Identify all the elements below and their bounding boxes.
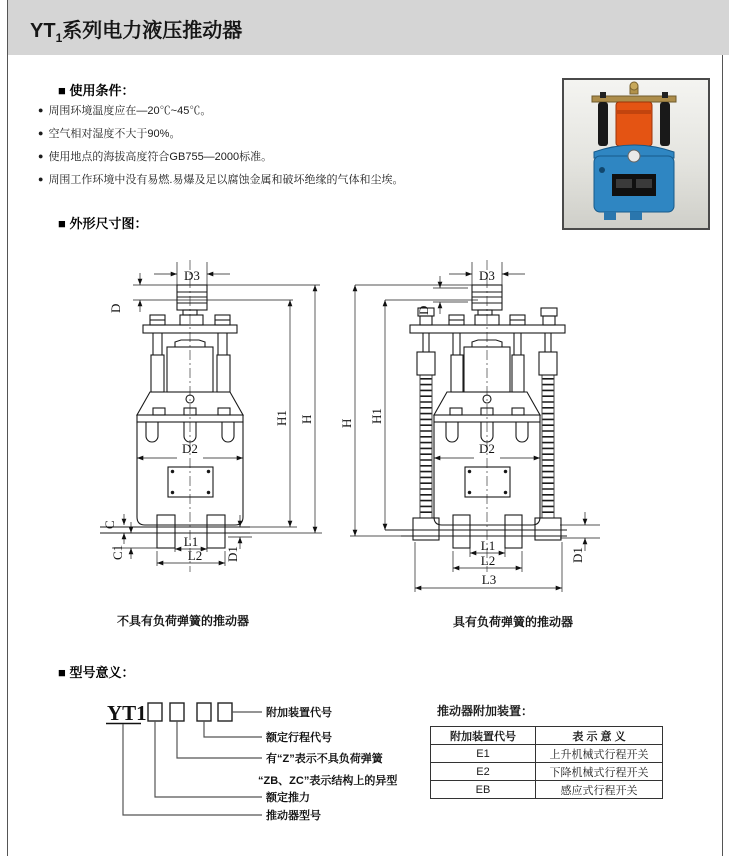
clevis-cylinder	[177, 285, 207, 325]
dim-label-d1: D1	[570, 547, 585, 563]
bullet-icon: ●	[38, 174, 44, 184]
usage-item: ● 周围环境温度应在—20℃~45℃。	[38, 105, 212, 117]
thruster-drawing-right	[385, 260, 567, 572]
page-border-right	[722, 55, 723, 856]
load-spring-right	[535, 333, 561, 540]
dim-label-d: D	[416, 305, 431, 315]
cell-meaning: 上升机械式行程开关	[536, 745, 663, 763]
bullet-icon: ●	[38, 128, 44, 138]
cell-code: E2	[431, 763, 536, 781]
col-header-meaning: 表 示 意 义	[536, 727, 663, 745]
main-body	[434, 422, 540, 525]
motor-block	[167, 340, 213, 392]
thruster-photo-art	[564, 80, 704, 224]
dim-label-l1: L1	[183, 534, 199, 549]
cell-meaning: 感应式行程开关	[536, 781, 663, 799]
table-row	[431, 781, 663, 799]
dim-label-l2: L2	[480, 553, 496, 568]
dim-label-h: H	[339, 418, 354, 428]
dim-label-d2: D2	[479, 441, 495, 456]
dimension-drawings	[8, 245, 722, 605]
dimensions-right	[350, 262, 600, 592]
callout-attachment-code: 附加装置代号	[266, 707, 332, 719]
dim-label-d3: D3	[479, 268, 495, 283]
load-spring-left	[413, 333, 439, 540]
dim-label-h1: H1	[274, 410, 289, 426]
caption-with-spring: 具有负荷弹簧的推动器	[453, 615, 574, 629]
usage-conditions-list	[38, 99, 598, 191]
page-title-subscript: 1	[55, 31, 63, 45]
table-row	[431, 745, 663, 763]
bullet-icon: ●	[38, 105, 44, 115]
table-row	[431, 763, 663, 781]
usage-conditions-heading: ■ 使用条件：	[58, 83, 135, 98]
callout-z-no-spring: 有“Z”表示不具负荷弹簧	[266, 753, 383, 765]
dim-label-l2: L2	[187, 548, 203, 563]
callout-thruster-model: 推动器型号	[266, 810, 321, 822]
model-code-boxes	[148, 703, 232, 721]
callout-rated-thrust: 额定推力	[266, 792, 310, 804]
cell-code: E1	[431, 745, 536, 763]
dim-label-h: H	[299, 414, 314, 424]
dimensions-left	[112, 262, 322, 566]
model-leader-lines	[123, 712, 262, 815]
attachments-table	[430, 726, 663, 799]
usage-item: ● 周围工作环境中没有易燃.易爆及足以腐蚀金属和破坏绝缘的气体和尘埃。	[38, 174, 404, 186]
dim-label-c: C	[102, 520, 117, 529]
dim-label-c1: C1	[110, 544, 125, 560]
page-title	[30, 14, 242, 45]
dim-label-d: D	[108, 303, 123, 313]
page-header	[8, 0, 729, 55]
callout-rated-stroke-code: 额定行程代号	[266, 732, 332, 744]
dimension-figure-heading: ■ 外形尺寸图：	[58, 216, 148, 231]
caption-without-spring: 不具有负荷弹簧的推动器	[117, 614, 250, 628]
main-body	[137, 422, 243, 525]
dim-label-h1: H1	[369, 408, 384, 424]
dim-label-l1: L1	[480, 538, 496, 553]
bullet-icon: ●	[38, 151, 44, 161]
cell-code: EB	[431, 781, 536, 799]
page-title-rest: 系列电力液压推动器	[62, 20, 243, 42]
model-meaning-heading: ■ 型号意义：	[58, 665, 135, 680]
usage-item: ● 使用地点的海拔高度符合GB755—2000标准。	[38, 151, 273, 163]
dim-label-d1: D1	[225, 546, 240, 562]
dim-label-d2: D2	[182, 441, 198, 456]
product-photo	[562, 78, 710, 230]
attachments-title: 推动器附加装置：	[437, 704, 534, 718]
dim-label-l3: L3	[481, 572, 497, 587]
usage-item: ● 空气相对湿度不大于90%。	[38, 128, 181, 140]
dim-label-d3: D3	[184, 268, 200, 283]
model-prefix: YT1	[107, 701, 147, 725]
page-title-prefix: YT	[30, 20, 56, 42]
motor-block	[464, 340, 510, 392]
col-header-code: 附加装置代号	[431, 727, 536, 745]
callout-zb-zc-variant: “ZB、ZC”表示结构上的异型	[258, 775, 398, 787]
table-header-row	[431, 727, 663, 745]
model-callout-labels	[258, 705, 397, 822]
cell-meaning: 下降机械式行程开关	[536, 763, 663, 781]
